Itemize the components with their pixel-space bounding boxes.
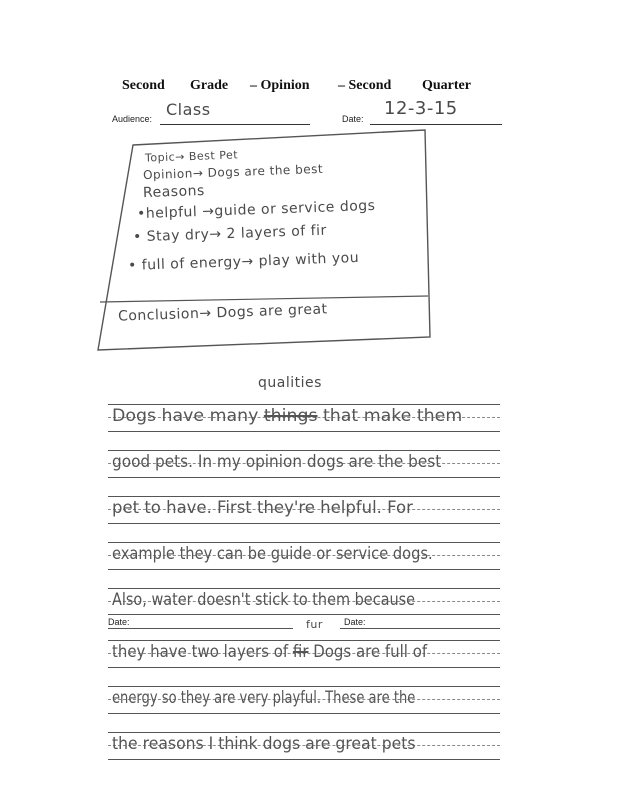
header-word-second-2: – Second bbox=[338, 78, 392, 93]
essay-line-6-end: Dogs are full of bbox=[308, 642, 428, 662]
essay-line-3: pet to have. First they're helpful. For bbox=[112, 498, 413, 518]
date-line-right bbox=[340, 628, 500, 629]
struck-word-things: things bbox=[263, 406, 318, 426]
date-label-left: Date: bbox=[108, 617, 130, 627]
organizer-reasons-heading: Reasons bbox=[142, 182, 206, 202]
audience-label: Audience: bbox=[112, 114, 153, 124]
header-word-grade: Grade bbox=[190, 78, 229, 93]
rule-base bbox=[108, 431, 500, 432]
essay-line-5: Also, water doesn't stick to them because bbox=[112, 590, 416, 610]
rule-top bbox=[108, 588, 500, 589]
date-label-right: Date: bbox=[344, 617, 366, 627]
essay-line-8: the reasons I think dogs are great pets bbox=[112, 734, 416, 754]
rule-top bbox=[108, 640, 500, 641]
header-word-quarter: Quarter bbox=[422, 78, 471, 93]
organizer-reason-1: •helpful →guide or service dogs bbox=[136, 197, 376, 223]
essay-line-1-start: Dogs have many bbox=[112, 406, 264, 426]
essay-line-7: energy so they are very playful. These are the bbox=[112, 688, 416, 708]
essay-line-4: example they can be guide or service dogs. bbox=[112, 544, 433, 564]
organizer-reason-3: • full of energy→ play with you bbox=[127, 249, 360, 275]
header-word-opinion: – Opinion bbox=[250, 78, 310, 93]
date-line-left bbox=[108, 628, 293, 629]
organizer-opinion: Opinion→ Dogs are the best bbox=[142, 161, 324, 183]
rule-top bbox=[108, 542, 500, 543]
essay-line-1-end: that make them bbox=[317, 406, 463, 426]
rule-base bbox=[108, 713, 500, 714]
date-label: Date: bbox=[342, 114, 364, 124]
rule-base bbox=[108, 667, 500, 668]
insert-word-qualities: qualities bbox=[258, 375, 322, 391]
essay-line-6-start: they have two layers of bbox=[112, 642, 293, 662]
essay-line-2: good pets. In my opinion dogs are the best bbox=[112, 452, 442, 472]
rule-top bbox=[108, 450, 500, 451]
rule-base bbox=[108, 759, 500, 760]
rule-base bbox=[108, 569, 500, 570]
essay-line-6 bbox=[112, 642, 427, 662]
essay-line-1 bbox=[112, 406, 462, 426]
rule-base bbox=[108, 523, 500, 524]
header-word-second: Second bbox=[122, 78, 165, 93]
audience-value: Class bbox=[166, 100, 211, 119]
organizer-reason-2: • Stay dry→ 2 layers of fir bbox=[132, 222, 327, 246]
rule-top bbox=[108, 404, 500, 405]
insert-word-fur: fur bbox=[306, 618, 323, 631]
struck-word-fir: fir bbox=[292, 642, 309, 662]
rule-top bbox=[108, 732, 500, 733]
rule-top bbox=[108, 686, 500, 687]
organizer-conclusion: Conclusion→ Dogs are great bbox=[117, 301, 328, 325]
date-value: 12-3-15 bbox=[384, 98, 458, 119]
rule-base bbox=[108, 614, 500, 615]
rule-base bbox=[108, 477, 500, 478]
rule-top bbox=[108, 496, 500, 497]
organizer-topic: Topic→ Best Pet bbox=[144, 148, 239, 165]
